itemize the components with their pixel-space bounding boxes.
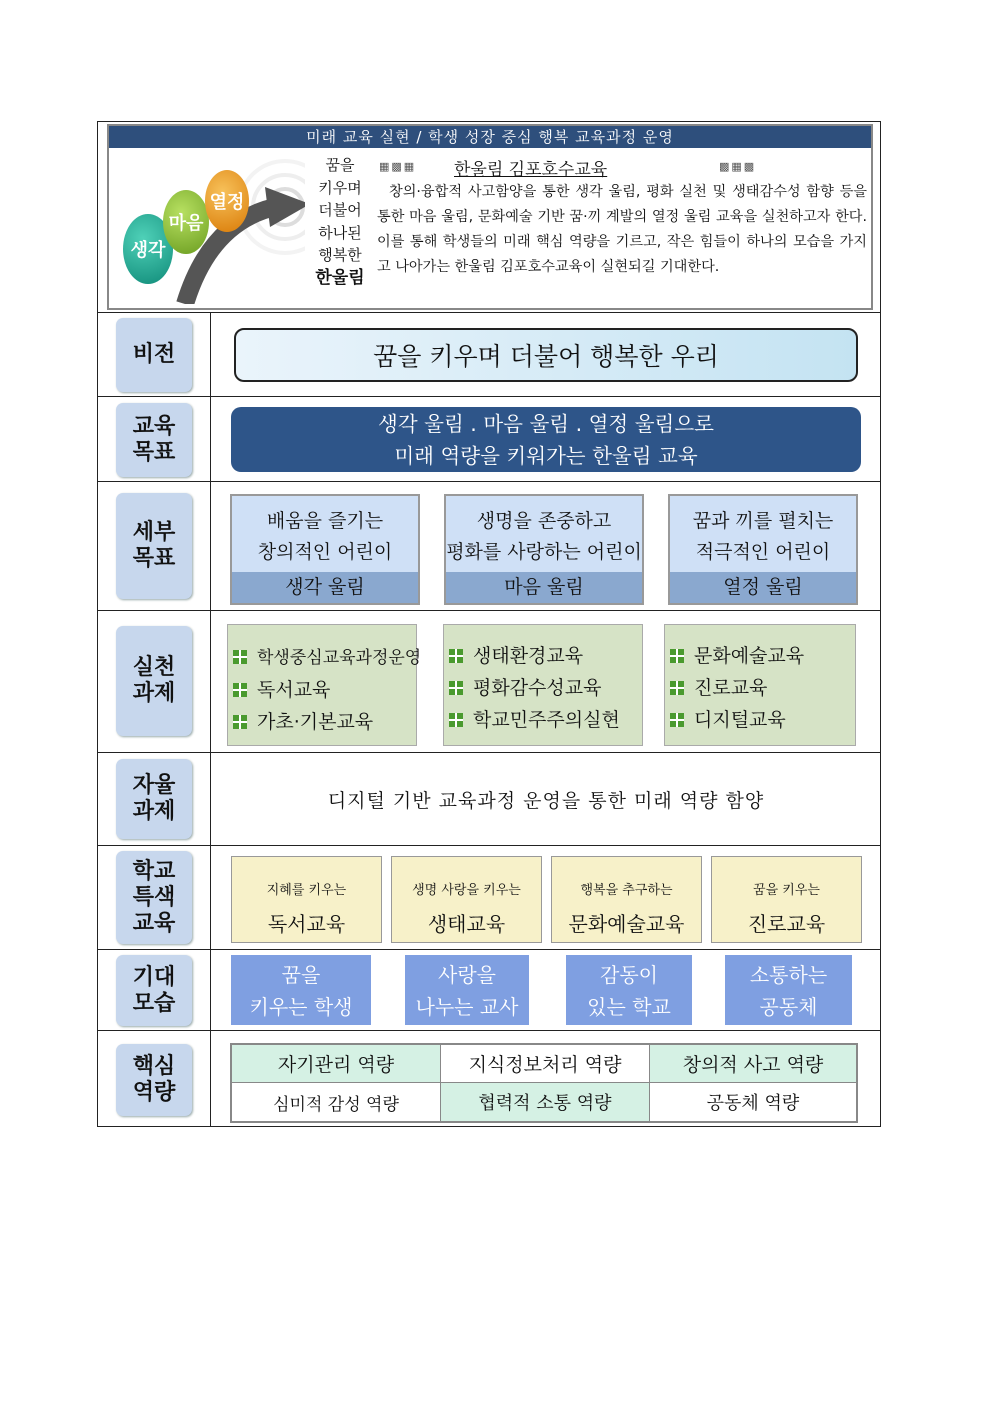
row-divider <box>97 845 881 846</box>
header-description: 창의·융합적 사고함양을 통한 생각 울림, 평화 실천 및 생태감수성 함향 등을 통한 마음 울림, 문화예술 기반 꿈·끼 계발의 열정 울림 교육을 실천하고자 한다. 이를 통해 학생들의 미래 핵심 역량을 기르고, 작은 힘들이 하나의 모습을 가지고 나아가는 한울림 김포호수교육이 실현되길 기대한다. <box>377 184 867 275</box>
practice-label: 생태환경교육 <box>473 645 584 667</box>
grid-icon <box>670 681 684 695</box>
core-cell: 자기관리 역량 <box>232 1045 441 1083</box>
label-school: 학교 특색 교육 <box>116 851 192 944</box>
core-table <box>230 1043 858 1123</box>
detail-goal-card <box>230 494 420 605</box>
expected-line: 꿈을 <box>281 963 321 987</box>
practice-item <box>449 705 620 732</box>
practice-label: 가초·기본교육 <box>257 711 374 733</box>
grid-icon <box>233 683 247 697</box>
grid-icon <box>233 650 247 664</box>
school-special-sub: 생명 사랑을 키우는 <box>412 883 521 898</box>
expected-line: 키우는 학생 <box>249 995 353 1019</box>
goal-line: 생각 울림 . 마음 울림 . 열정 울림으로 <box>378 412 714 436</box>
row-divider <box>97 481 881 482</box>
label-practice: 실천 과제 <box>116 626 192 736</box>
poem <box>315 154 365 290</box>
decoration-icon: ▩▦▩ <box>719 160 757 173</box>
detail-goal-line: 배움을 즐기는 <box>266 510 384 532</box>
detail-goal-tag: 생각 울림 <box>232 572 418 603</box>
poem-line: 한울림 <box>315 267 365 288</box>
expected-card <box>405 955 529 1025</box>
school-special-main: 생태교육 <box>427 912 506 936</box>
egg-passion <box>205 170 249 232</box>
label-expect: 기대 모습 <box>116 955 192 1026</box>
grid-icon <box>670 649 684 663</box>
label-goal: 교육 목표 <box>116 403 192 477</box>
school-special-sub: 행복을 추구하는 <box>580 883 673 898</box>
column-divider <box>210 312 211 1127</box>
practice-item <box>670 705 786 732</box>
practice-box <box>227 624 422 746</box>
practice-label: 학교민주주의실현 <box>473 709 620 731</box>
practice-item <box>233 707 373 734</box>
expected-line: 소통하는 <box>749 963 828 987</box>
practice-label: 평화감수성교육 <box>473 677 602 699</box>
detail-goal-line: 꿈과 끼를 펼치는 <box>692 510 834 532</box>
school-special-card <box>231 856 382 943</box>
expected-card <box>725 955 852 1025</box>
grid-icon <box>449 681 463 695</box>
egg-label: 생각 <box>130 240 166 261</box>
header-box <box>107 124 873 310</box>
row-divider <box>97 396 881 397</box>
goal-line: 미래 역량을 키워가는 한울림 교육 <box>394 444 698 468</box>
expected-card <box>566 955 692 1025</box>
core-cell: 협력적 소통 역량 <box>441 1083 650 1121</box>
grid-icon <box>449 649 463 663</box>
detail-goal-card <box>668 494 858 605</box>
expected-line: 공동체 <box>759 995 818 1019</box>
poem-line: 꿈을 <box>325 156 355 174</box>
practice-item <box>449 641 583 668</box>
expected-line: 사랑을 <box>438 963 496 987</box>
decoration-icon: ▦▩▦ <box>379 160 417 173</box>
practice-box <box>443 624 643 746</box>
practice-item <box>670 673 767 700</box>
expected-line: 있는 학교 <box>587 995 671 1019</box>
core-cell: 심미적 감성 역량 <box>232 1083 441 1121</box>
label-vision: 비전 <box>116 318 192 392</box>
core-cell: 창의적 사고 역량 <box>650 1045 856 1083</box>
egg-label: 열정 <box>209 192 245 213</box>
label-detail: 세부 목표 <box>116 493 192 599</box>
practice-label: 문화예술교육 <box>694 645 805 667</box>
poem-line: 하나된 <box>318 223 362 242</box>
grid-icon <box>449 713 463 727</box>
practice-label: 학생중심교육과정운영 <box>257 648 422 668</box>
school-special-card <box>391 856 542 943</box>
poem-line: 행복한 <box>318 246 362 265</box>
school-special-sub: 꿈을 키우는 <box>753 883 820 898</box>
detail-goal-line: 평화를 사랑하는 어린이 <box>446 541 642 563</box>
row-divider <box>97 1030 881 1031</box>
row-divider <box>97 610 881 611</box>
detail-goal-tag: 열정 울림 <box>670 572 856 603</box>
label-core: 핵심 역량 <box>116 1044 192 1116</box>
expected-card <box>231 955 371 1025</box>
core-cell: 지식정보처리 역량 <box>441 1045 650 1083</box>
school-special-card <box>711 856 862 943</box>
practice-item <box>233 643 421 668</box>
practice-item <box>449 673 601 700</box>
detail-goal-line: 적극적인 어린이 <box>695 541 831 563</box>
egg-graphic <box>115 152 305 304</box>
core-cell: 공동체 역량 <box>650 1083 856 1121</box>
school-special-main: 문화예술교육 <box>568 912 685 936</box>
row-divider <box>97 949 881 950</box>
practice-item <box>233 675 330 702</box>
expected-line: 감동이 <box>600 963 658 987</box>
poem-line: 더불어 <box>318 201 362 220</box>
detail-goal-line: 생명을 존중하고 <box>476 510 612 532</box>
label-autonomous: 자율 과제 <box>116 759 192 839</box>
goal-box <box>231 407 861 472</box>
detail-goal-tag: 마음 울림 <box>446 572 642 603</box>
school-special-main: 독서교육 <box>267 912 346 936</box>
practice-box <box>664 624 856 746</box>
egg-mind <box>163 190 209 254</box>
header-banner: 미래 교육 실현 / 학생 성장 중심 행복 교육과정 운영 <box>109 126 871 148</box>
practice-item <box>670 641 804 668</box>
grid-icon <box>233 715 247 729</box>
detail-goal-card <box>444 494 644 605</box>
practice-label: 독서교육 <box>257 679 331 701</box>
row-divider <box>97 752 881 753</box>
school-special-main: 진로교육 <box>747 912 826 936</box>
school-special-sub: 지혜를 키우는 <box>266 883 347 898</box>
grid-icon <box>670 713 684 727</box>
school-special-card <box>551 856 702 943</box>
egg-label: 마음 <box>168 213 204 234</box>
vision-box: 꿈을 키우며 더불어 행복한 우리 <box>234 328 858 382</box>
poem-line: 키우며 <box>318 178 362 197</box>
practice-label: 디지털교육 <box>694 709 786 731</box>
practice-label: 진로교육 <box>694 677 768 699</box>
header-title: 한울림 김포호수교육 <box>454 160 608 180</box>
autonomous-text: 디지털 기반 교육과정 운영을 통한 미래 역량 함양 <box>327 789 765 812</box>
expected-line: 나누는 교사 <box>415 995 519 1019</box>
detail-goal-line: 창의적인 어린이 <box>257 541 393 563</box>
row-divider <box>97 312 881 313</box>
